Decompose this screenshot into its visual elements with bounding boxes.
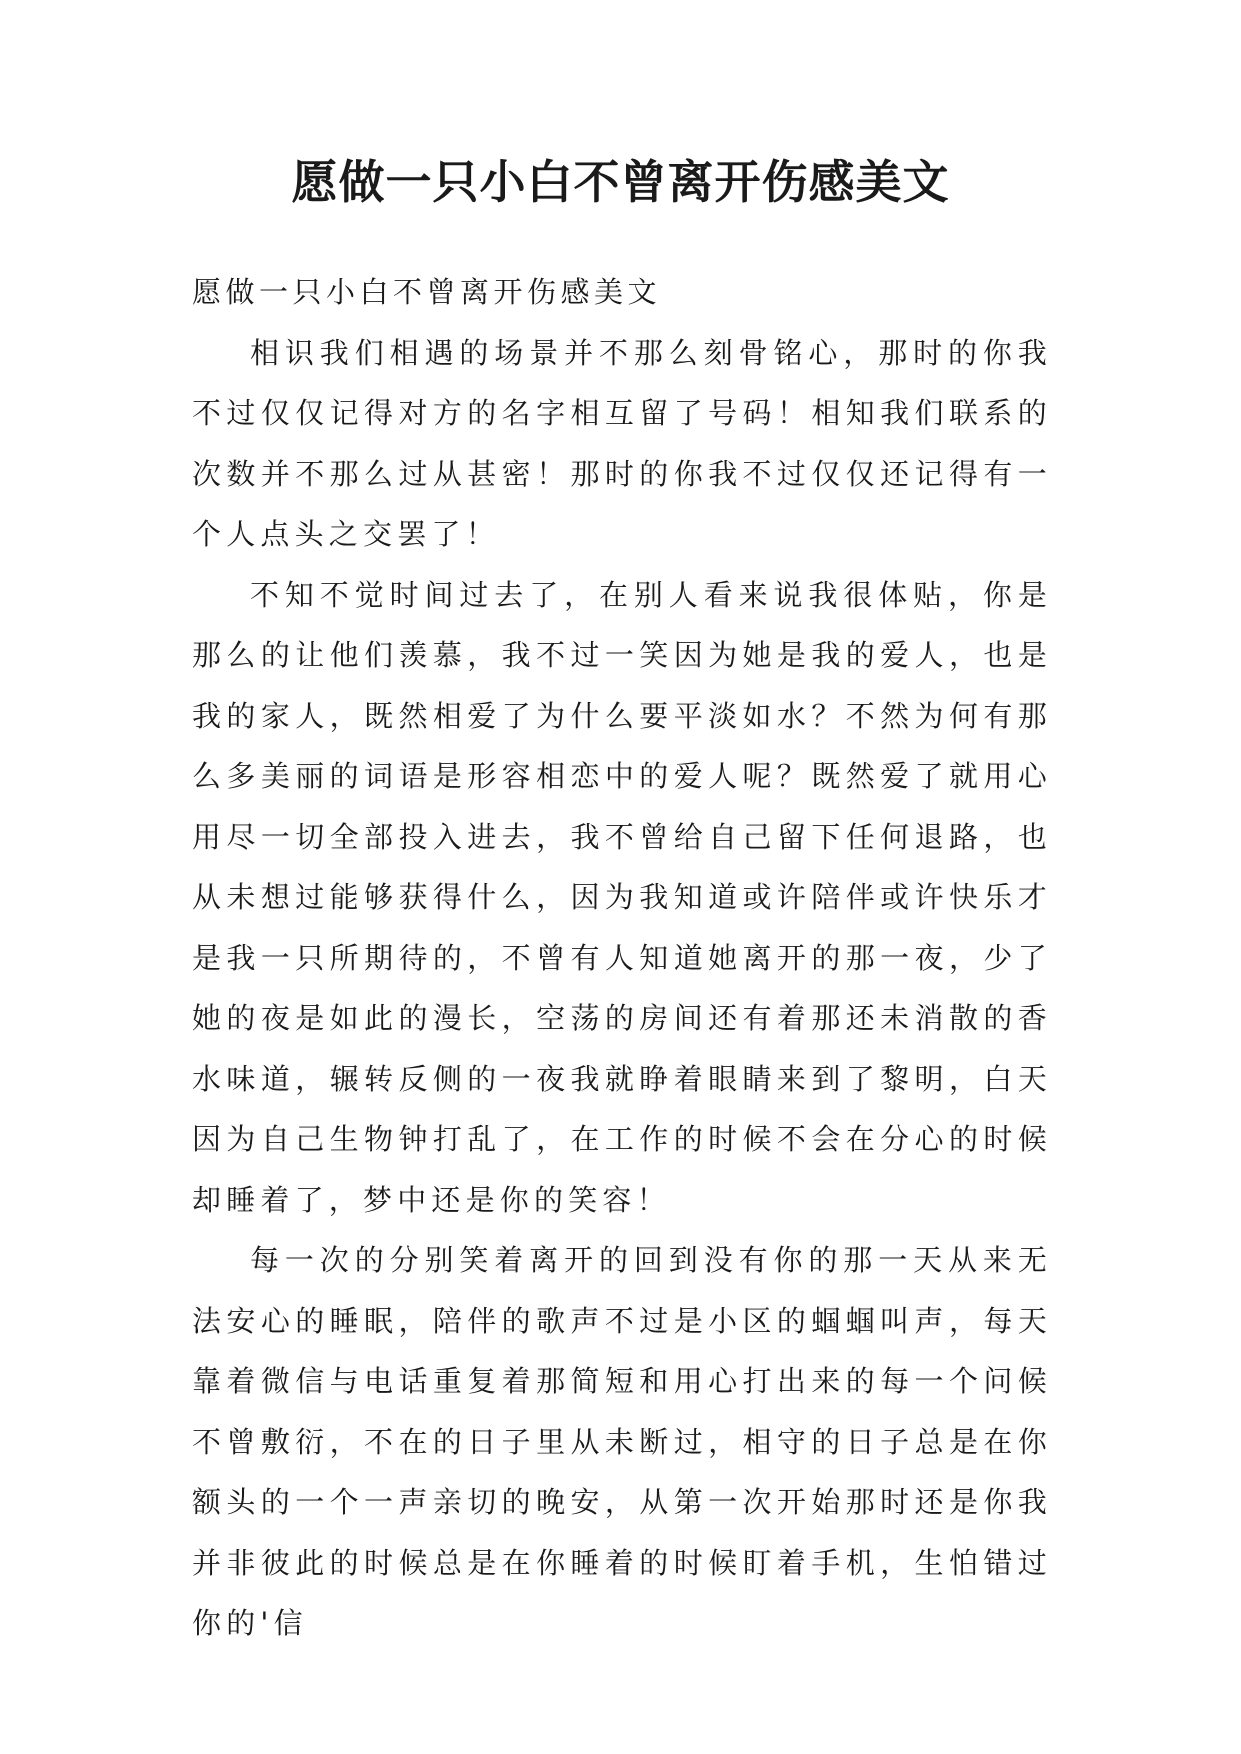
document-title: 愿做一只小白不曾离开伤感美文 (291, 155, 950, 209)
paragraph-1: 相识我们相遇的场景并不那么刻骨铭心，那时的你我不过仅仅记得对方的名字相互留了号码！相知我们联系的次数并不那么过从甚密！那时的你我不过仅仅还记得有一个人点头之交罢了！ (192, 335, 1052, 551)
document-subtitle: 愿做一只小白不曾离开伤感美文 (192, 275, 662, 309)
paragraph-2: 不知不觉时间过去了，在别人看来说我很体贴，你是那么的让他们羡慕，我不过一笑因为她是我的爱人，也是我的家人，既然相爱了为什么要平淡如水？不然为何有那么多美丽的词语是形容相恋中的爱人呢？既然爱了就用心用尽一切全部投入进去，我不曾给自己留下任何退路，也从未想过能够获得什么，因为我知道或许陪伴或许快乐才是我一只所期待的，不曾有人知道她离开的那一夜，少了她的夜是如此的漫长，空荡的房间还有着那还未消散的香水味道，辗转反侧的一夜我就睁着眼睛来到了黎明，白天因为自己生物钟打乱了，在工作的时候不会在分心的时候却睡着了，梦中还是你的笑容！ (192, 577, 1052, 1217)
document-body (192, 262, 1052, 1654)
paragraph-3: 每一次的分别笑着离开的回到没有你的那一天从来无法安心的睡眠，陪伴的歌声不过是小区的蝈蝈叫声，每天靠着微信与电话重复着那简短和用心打出来的每一个问候不曾敷衍，不在的日子里从未断过，相守的日子总是在你额头的一个一声亲切的晚安，从第一次开始那时还是你我并非彼此的时候总是在你睡着的时候盯着手机，生怕错过你的'信 (192, 1243, 1052, 1640)
